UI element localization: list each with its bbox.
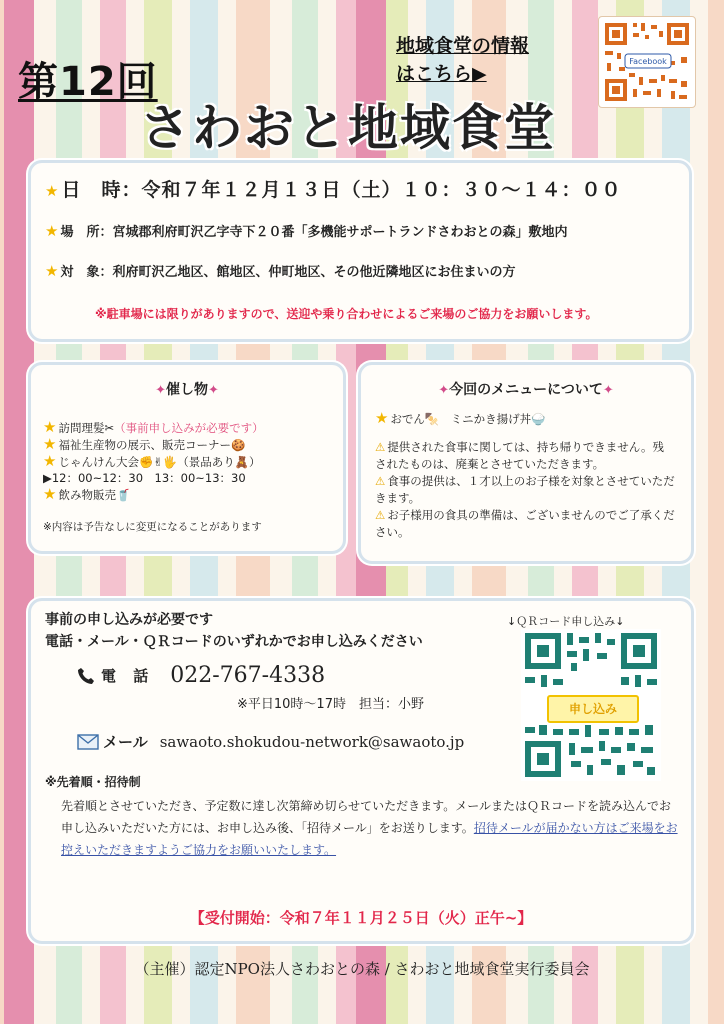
event-info-card — [28, 160, 692, 342]
party-popper-icon: ✦ — [602, 383, 614, 398]
mail-row — [77, 731, 464, 752]
invitation-warning: 招待メールが届かない方はご来場をお控えいただきますようご協力をお願いいたします。 — [61, 821, 678, 857]
place-label: 場 所： — [60, 225, 113, 240]
preregistration-note: （事前申し込みが必要です） — [114, 421, 264, 435]
event-place-row — [45, 221, 567, 240]
place-value: 宮城郡利府町沢乙字寺下２０番「多機能サポートランドさわおとの森」敷地内 — [112, 225, 568, 240]
star-icon: ★ — [43, 435, 57, 453]
activities-card — [28, 362, 346, 554]
change-notice: ※内容は予告なしに変更になることがあります — [43, 521, 262, 533]
list-item: ★ 飲み物販売🥤 — [43, 485, 131, 503]
info-link-line2: はこちら▶ — [396, 63, 487, 85]
list-item: ★ 訪問理髪✂（事前申し込みが必要です） — [43, 418, 264, 436]
phone-row — [77, 663, 325, 688]
mail-icon — [77, 734, 99, 750]
edition-number: 第12回 — [18, 59, 158, 105]
party-popper-icon: ✦ — [438, 383, 450, 398]
parking-note: ※駐車場には限りがありますので、送迎や乗り合わせによるご来場のご協力をお願いします。 — [95, 307, 598, 321]
mail-label: メール — [103, 733, 148, 751]
phone-number[interactable]: 022-767-4338 — [170, 663, 326, 688]
apply-badge: 申し込み — [547, 695, 639, 723]
list-item: ⚠ お子様用の食具の準備は、ございませんのでご了承ください。 — [375, 508, 675, 539]
info-link-line1: 地域食堂の情報 — [396, 35, 530, 57]
star-icon: ★ — [45, 222, 59, 240]
date-value: 令和７年１２月１３日（土）１０：３０～１４：００ — [141, 179, 622, 201]
list-item: ▶12：00~12：30 13：00~13：30 — [43, 471, 246, 485]
warning-icon: ⚠ — [375, 474, 386, 488]
menu-items: ★ おでん🍢 ミニかき揚げ丼🍚 — [375, 409, 546, 427]
list-item: ⚠ 提供された食事に関しては、持ち帰りできません。残されたものは、廃棄とさせていただきます。 — [375, 440, 664, 471]
party-popper-icon: ✦ — [155, 383, 166, 398]
list-item: ★ 福祉生産物の展示、販売コーナー🍪 — [43, 435, 246, 453]
organizer: （主催）認定NPO法人さわおとの森 / さわおと地域食堂実行委員会 — [134, 960, 590, 978]
menu-heading-text: 今回のメニューについて — [449, 382, 603, 398]
application-methods: 電話・メール・ＱＲコードのいずれかでお申し込みください — [45, 634, 423, 650]
warning-icon: ⚠ — [375, 440, 386, 454]
phone-icon — [77, 667, 95, 685]
first-come-text: 先着順とさせていただき、予定数に達し次第締め切らせていただきます。メールまたはＱＲコードを読み込んでお申し込みいただいた方には、お申し込み後、「招待メール」をお送りします。 — [61, 799, 671, 835]
phone-label: 電 話 — [101, 667, 155, 685]
mail-address[interactable]: sawaoto.shokudou-network@sawaoto.jp — [159, 732, 465, 751]
facebook-info-link[interactable] — [396, 32, 529, 88]
activities-heading — [31, 379, 343, 399]
facebook-label: Facebook — [629, 57, 667, 66]
list-item: ★ じゃんけん大会✊✌🖐（景品あり🧸） — [43, 452, 261, 470]
menu-heading — [361, 379, 691, 399]
star-icon: ★ — [45, 182, 60, 200]
list-item: ⚠ 食事の提供は、１才以上のお子様を対象とさせていただきます。 — [375, 474, 675, 505]
menu-notes — [375, 439, 675, 541]
activities-heading-text: 催し物 — [166, 382, 208, 398]
star-icon: ★ — [43, 418, 57, 436]
page-title: さわおと地域食堂 — [140, 98, 556, 157]
star-icon: ★ — [43, 452, 57, 470]
first-come-title: ※先着順・招待制 — [45, 775, 141, 789]
event-date-row — [45, 175, 621, 202]
application-card — [28, 598, 694, 944]
activities-list — [43, 419, 264, 503]
star-icon: ★ — [45, 262, 59, 280]
qr-code-icon — [599, 17, 695, 107]
application-qr-code[interactable] — [521, 629, 661, 781]
qr-caption: ↓ＱＲコード申し込み↓ — [507, 615, 625, 628]
warning-icon: ⚠ — [375, 508, 386, 522]
target-label: 対 象： — [60, 265, 113, 280]
party-popper-icon: ✦ — [208, 383, 219, 398]
star-icon: ★ — [43, 485, 57, 503]
facebook-qr-code[interactable] — [598, 16, 696, 108]
menu-card — [358, 362, 694, 564]
star-icon: ★ — [375, 409, 389, 427]
application-required: 事前の申し込みが必要です — [45, 612, 213, 628]
event-target-row — [45, 261, 515, 280]
office-hours: ※平日10時～17時 担当：小野 — [237, 697, 424, 712]
date-label: 日 時： — [61, 179, 142, 201]
target-value: 利府町沢乙地区、館地区、仲町地区、その他近隣地区にお住まいの方 — [112, 265, 516, 280]
application-open-date: 【受付開始：令和７年１１月２５日（火）正午~】 — [189, 909, 533, 927]
first-come-body — [61, 795, 681, 861]
